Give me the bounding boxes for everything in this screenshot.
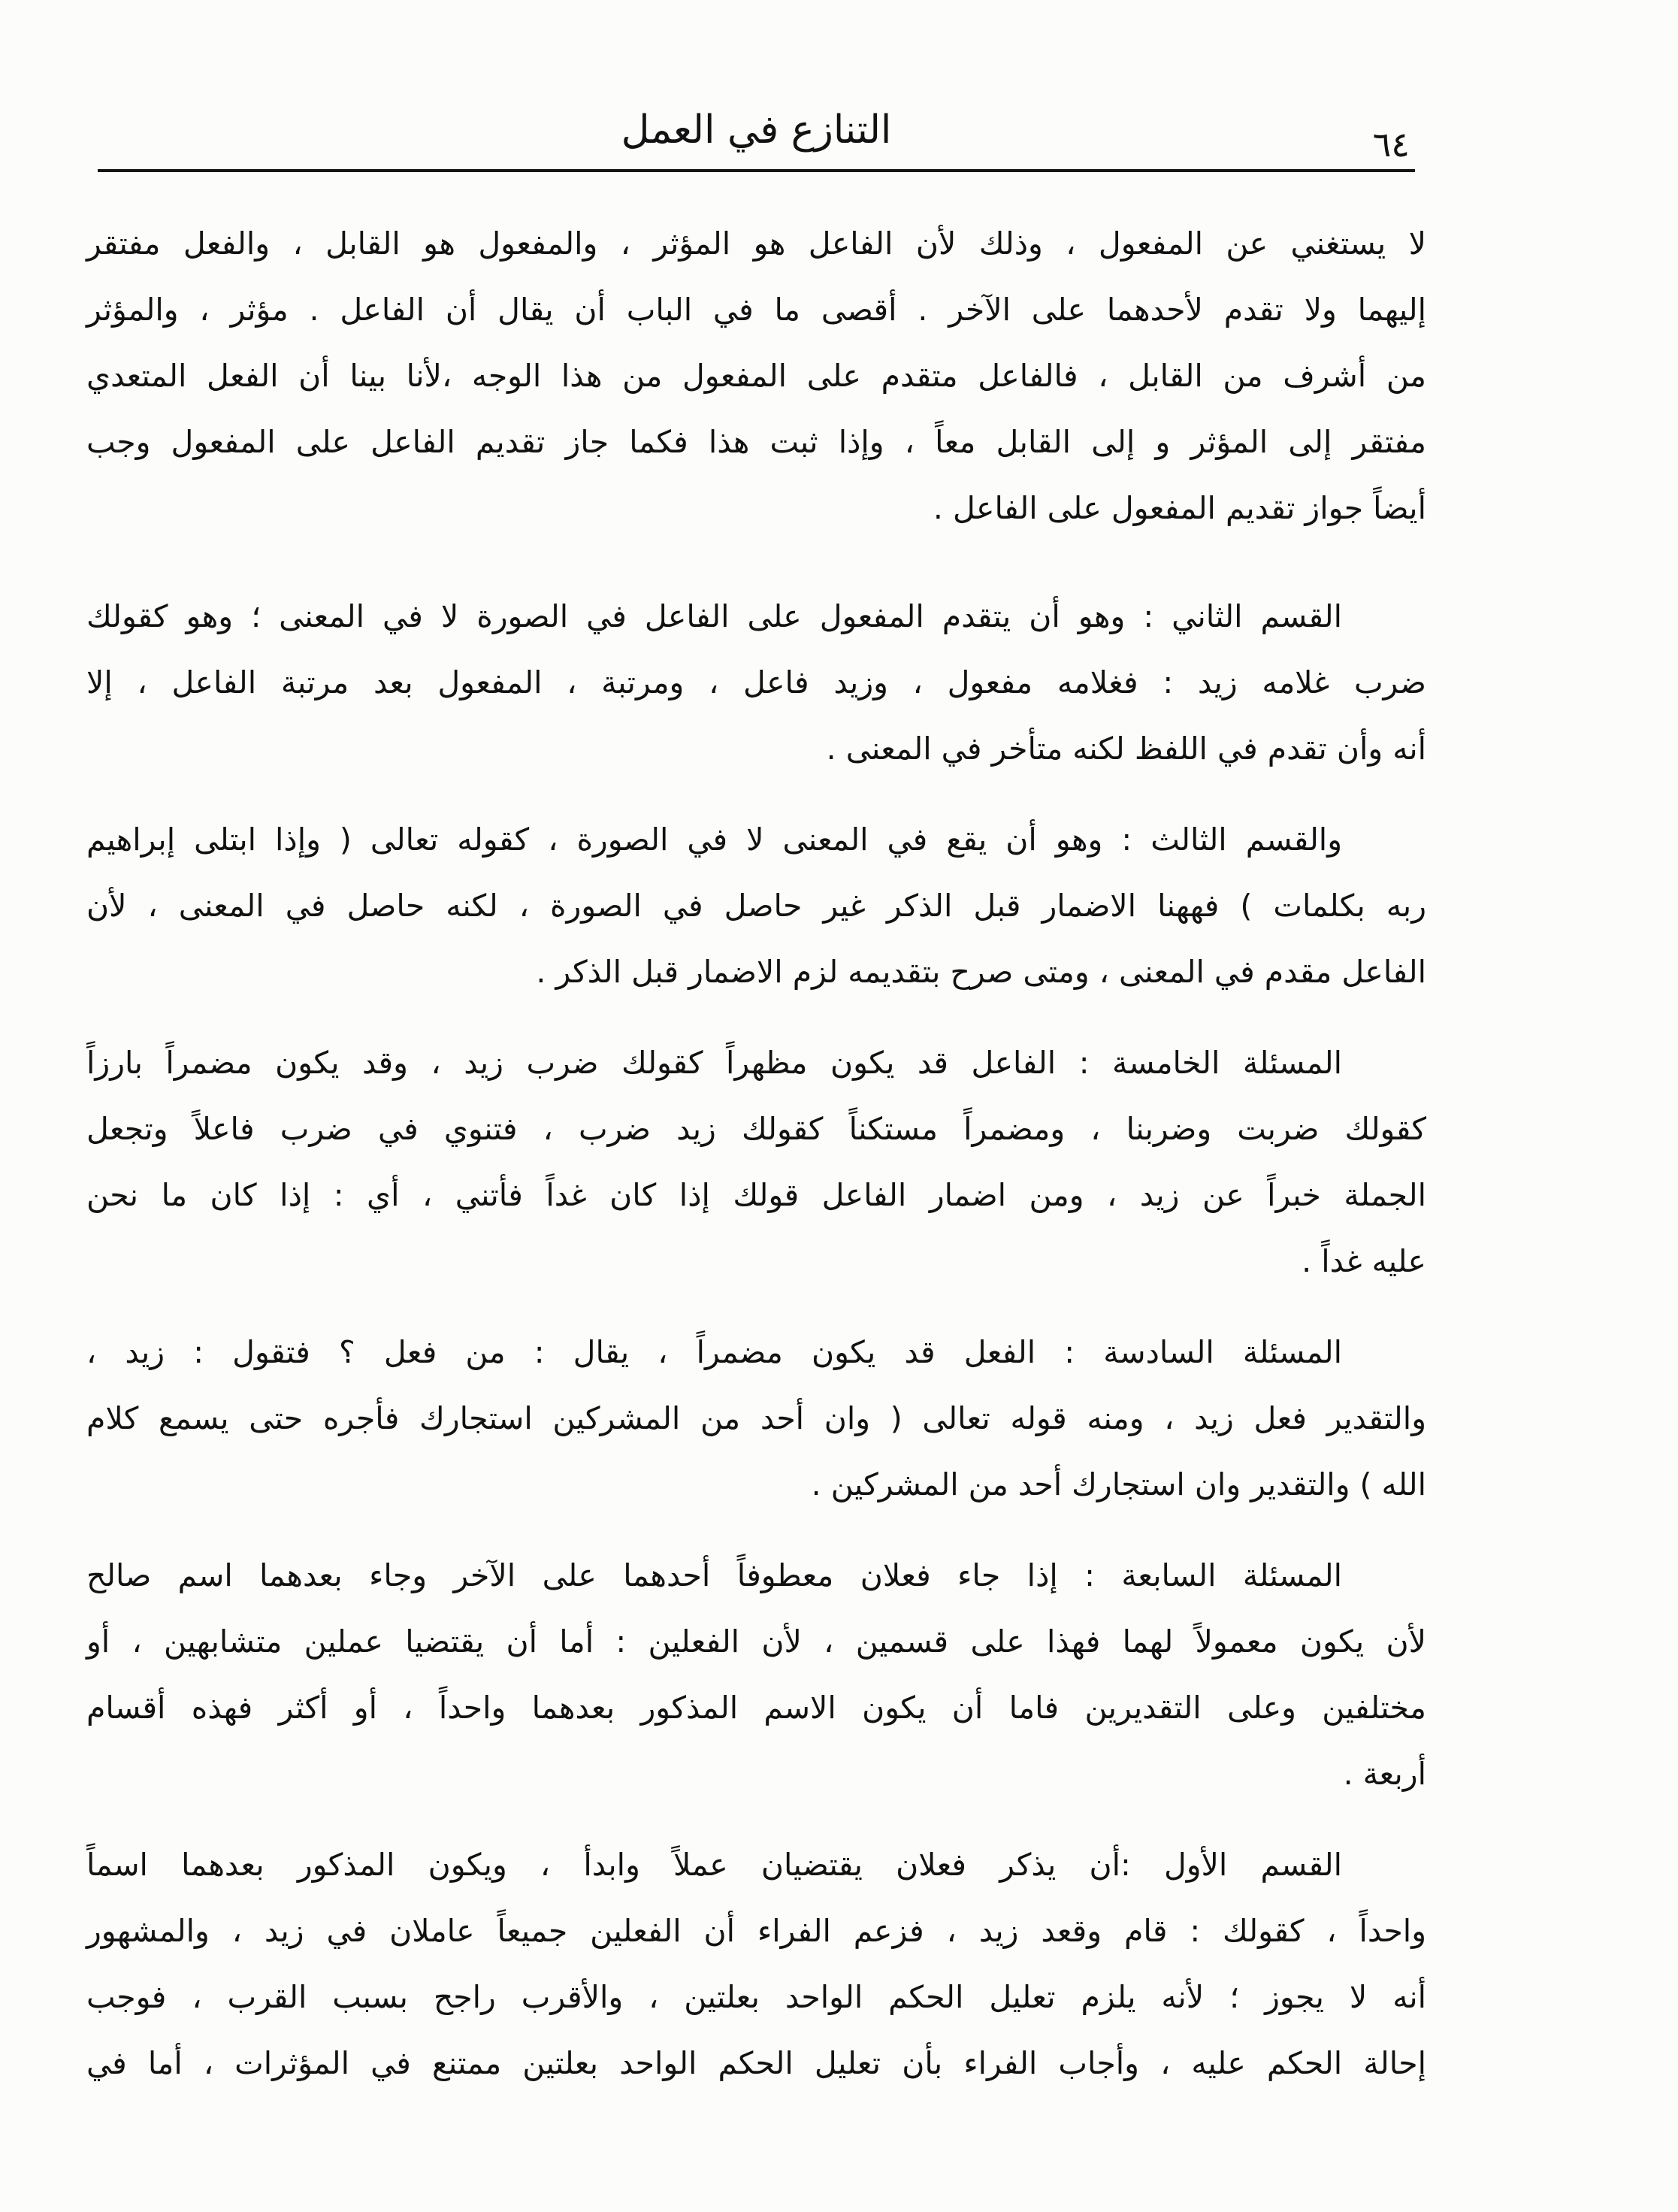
text-line: كقولك ضربت وضربنا ، ومضمراً مستكناً كقولك زيد ضرب ، فتنوي في ضرب فاعلاً وتجعل	[86, 1111, 1426, 1147]
text-line: المسئلة السادسة : الفعل قد يكون مضمراً ، يقال : من فعل ؟ فتقول : زيد ،	[86, 1334, 1342, 1370]
text-line: إليهما ولا تقدم لأحدهما على الآخر . أقصى ما في الباب أن يقال أن الفاعل . مؤثر ، والمؤثر	[86, 292, 1426, 328]
text-line: أربعة .	[1343, 1756, 1426, 1792]
text-line: من أشرف من القابل ، فالفاعل متقدم على المفعول من هذا الوجه ،لأنا بينا أن الفعل المتعدي	[86, 358, 1426, 394]
body-text	[86, 210, 1426, 2096]
text-line: القسم الأول :أن يذكر فعلان يقتضيان عملاً وابدأ ، ويكون المذكور بعدهما اسماً	[86, 1847, 1342, 1883]
text-line: مختلفين وعلى التقديرين فاما أن يكون الاسم المذكور بعدهما واحداً ، أو أكثر فهذه أقسام	[86, 1690, 1426, 1726]
text-line: أنه وأن تقدم في اللفظ لكنه متأخر في المعنى .	[826, 731, 1426, 767]
paragraph	[86, 1542, 1426, 1807]
text-line: ضرب غلامه زيد : فغلامه مفعول ، وزيد فاعل ، ومرتبة ، المفعول بعد مرتبة الفاعل ، إلا	[86, 664, 1426, 701]
paragraph	[86, 1832, 1426, 2096]
text-line: الجملة خبراً عن زيد ، ومن اضمار الفاعل قولك إذا كان غداً فأتني ، أي : إذا كان ما نحن	[86, 1177, 1426, 1213]
paragraph	[86, 583, 1426, 782]
text-line: المسئلة الخامسة : الفاعل قد يكون مظهراً كقولك ضرب زيد ، وقد يكون مضمراً بارزاً	[86, 1045, 1342, 1081]
paragraph	[86, 210, 1426, 541]
text-line: والتقدير فعل زيد ، ومنه قوله تعالى ( وان أحد من المشركين استجارك فأجره حتى يسمع كلام	[86, 1400, 1426, 1436]
text-line: أنه لا يجوز ؛ لأنه يلزم تعليل الحكم الواحد بعلتين ، والأقرب راجح بسبب القرب ، فوجب	[86, 1979, 1426, 2015]
text-line: لأن يكون معمولاً لهما فهذا على قسمين ، لأن الفعلين : أما أن يقتضيا عملين متشابهين ، أو	[86, 1623, 1426, 1660]
text-line: ربه بكلمات ) فههنا الاضمار قبل الذكر غير حاصل في الصورة ، لكنه حاصل في المعنى ، لأن	[86, 888, 1426, 924]
text-line: مفتقر إلى المؤثر و إلى القابل معاً ، وإذا ثبت هذا فكما جاز تقديم الفاعل على المفعول وجب	[86, 424, 1426, 460]
text-line: واحداً ، كقولك : قام وقعد زيد ، فزعم الفراء أن الفعلين جميعاً عاملان في زيد ، والمشهور	[86, 1913, 1426, 1949]
page-number: ٦٤	[1372, 124, 1410, 165]
paragraph	[86, 806, 1426, 1005]
text-line: والقسم الثالث : وهو أن يقع في المعنى لا في الصورة ، كقوله تعالى ( وإذا ابتلى إبراهيم	[86, 822, 1342, 858]
paragraph	[86, 1319, 1426, 1518]
text-line: إحالة الحكم عليه ، وأجاب الفراء بأن تعليل الحكم الواحد بعلتين ممتنع في المؤثرات ، أما في	[86, 2045, 1426, 2081]
text-line: المسئلة السابعة : إذا جاء فعلان معطوفاً أحدهما على الآخر وجاء بعدهما اسم صالح	[86, 1557, 1342, 1593]
text-line: القسم الثاني : وهو أن يتقدم المفعول على الفاعل في الصورة لا في المعنى ؛ وهو كقولك	[86, 598, 1342, 634]
paragraph	[86, 1030, 1426, 1294]
text-line: الفاعل مقدم في المعنى ، ومتى صرح بتقديمه لزم الاضمار قبل الذكر .	[536, 954, 1426, 990]
text-line: أيضاً جواز تقديم المفعول على الفاعل .	[933, 490, 1426, 526]
header-rule	[98, 169, 1415, 172]
text-line: الله ) والتقدير وان استجارك أحد من المشركين .	[811, 1466, 1426, 1502]
text-line: لا يستغني عن المفعول ، وذلك لأن الفاعل هو المؤثر ، والمفعول هو القابل ، والفعل مفتقر	[86, 225, 1426, 262]
running-title: التنازع في العمل	[621, 107, 892, 153]
text-line: عليه غداً .	[1302, 1243, 1426, 1279]
